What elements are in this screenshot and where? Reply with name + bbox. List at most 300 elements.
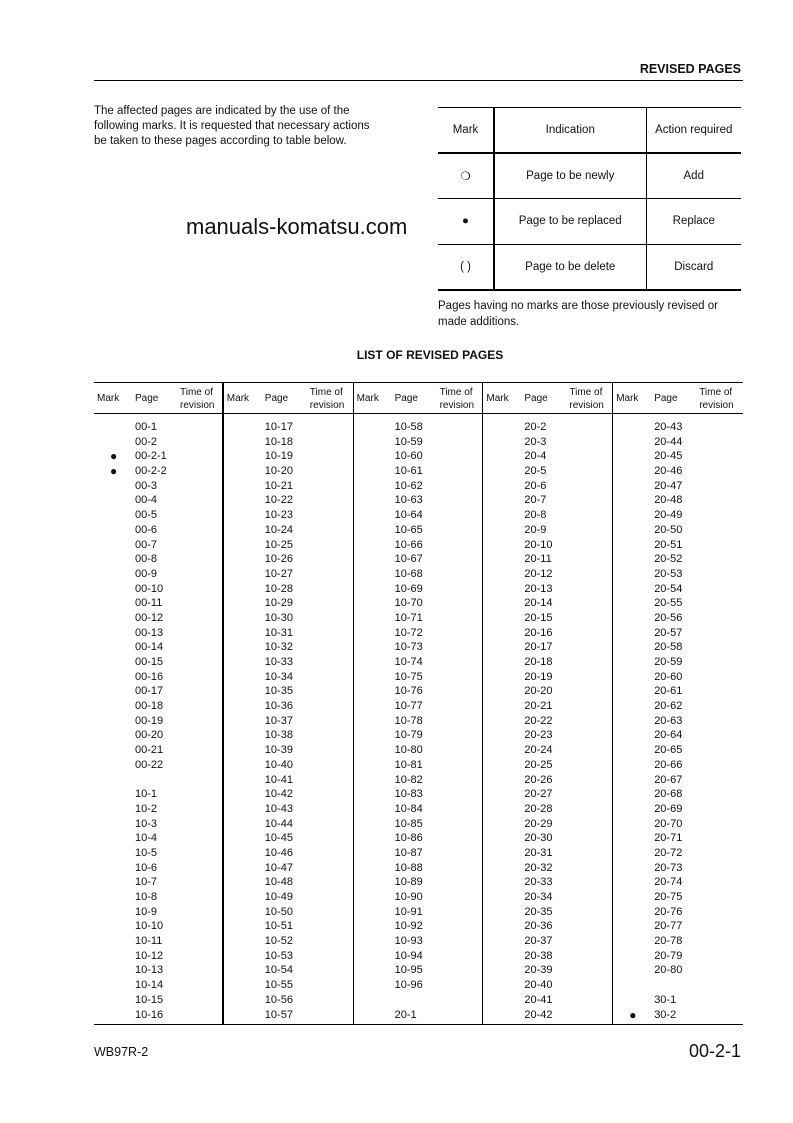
page-number: 10-52 xyxy=(264,935,293,948)
page-number: 10-84 xyxy=(394,802,423,815)
page-number: 00-2-2 xyxy=(135,465,167,478)
header-time-line1: Time of xyxy=(699,387,733,398)
page-number: 20-73 xyxy=(654,861,683,874)
table-row xyxy=(483,906,612,921)
list-column xyxy=(483,383,613,1024)
table-row xyxy=(354,832,483,847)
table-row xyxy=(354,729,483,744)
table-row xyxy=(483,671,612,686)
page-header-title: REVISED PAGES xyxy=(639,62,741,76)
page-number: 10-91 xyxy=(394,905,423,918)
table-row xyxy=(613,876,743,891)
table-row xyxy=(224,583,353,598)
page-number: 20-62 xyxy=(654,700,683,713)
table-row xyxy=(94,818,222,833)
page-number: 20-41 xyxy=(524,993,553,1006)
page-number: 20-22 xyxy=(524,714,553,727)
legend-action: Replace xyxy=(646,199,741,245)
page-number: 20-42 xyxy=(524,1008,553,1021)
legend-indication: Page to be delete xyxy=(494,244,646,290)
page-number: 10-85 xyxy=(394,817,423,830)
header-mark: Mark xyxy=(226,393,250,404)
page-number: 20-60 xyxy=(654,670,683,683)
table-row xyxy=(483,436,612,451)
page-number: 10-56 xyxy=(264,993,293,1006)
legend-action: Add xyxy=(646,153,741,199)
header-time-line2: revision xyxy=(699,400,734,411)
table-row xyxy=(354,494,483,509)
page-number: 00-13 xyxy=(135,626,164,639)
header-page: Page xyxy=(524,393,548,404)
intro-text: The affected pages are indicated by the use of the following marks. It is requested that necessary actions be taken to these pages according to table below. xyxy=(94,105,370,147)
legend-row-add xyxy=(438,153,741,199)
page-number: 20-29 xyxy=(524,817,553,830)
header-time-line1: Time of xyxy=(309,387,343,398)
page-number: 00-6 xyxy=(135,523,158,536)
page-number: 20-44 xyxy=(654,435,683,448)
page-number: 20-9 xyxy=(524,523,547,536)
table-row xyxy=(613,656,743,671)
table-row xyxy=(94,876,222,891)
page-number: 20-39 xyxy=(524,964,553,977)
table-row xyxy=(224,920,353,935)
page-number: 10-60 xyxy=(394,450,423,463)
page-number: 10-32 xyxy=(264,641,293,654)
page-number: 10-76 xyxy=(394,685,423,698)
table-row xyxy=(94,862,222,877)
page-number: 10-24 xyxy=(264,523,293,536)
page-number: 20-4 xyxy=(524,450,547,463)
table-row xyxy=(224,671,353,686)
filled-circle-mark-icon: ● xyxy=(629,1007,637,1022)
page-number: 20-67 xyxy=(654,773,683,786)
table-row xyxy=(483,612,612,627)
table-row xyxy=(354,935,483,950)
table-row xyxy=(224,539,353,554)
table-row xyxy=(354,480,483,495)
page-number: 00-14 xyxy=(135,641,164,654)
table-row xyxy=(613,715,743,730)
table-row xyxy=(483,891,612,906)
page-number: 10-28 xyxy=(264,582,293,595)
page-number: 20-78 xyxy=(654,935,683,948)
table-row xyxy=(483,994,612,1009)
page-number: 20-27 xyxy=(524,788,553,801)
table-row xyxy=(354,685,483,700)
page-number: 10-57 xyxy=(264,1008,293,1021)
page-number: 10-38 xyxy=(264,729,293,742)
page-number: 10-70 xyxy=(394,597,423,610)
page-number: 20-26 xyxy=(524,773,553,786)
table-row xyxy=(354,876,483,891)
list-column xyxy=(94,383,224,1024)
page-number: 10-92 xyxy=(394,920,423,933)
page-number: 10-18 xyxy=(264,435,293,448)
table-row xyxy=(94,612,222,627)
table-row xyxy=(483,685,612,700)
header-time-of-revision xyxy=(180,386,214,412)
page-number: 10-47 xyxy=(264,861,293,874)
table-row xyxy=(613,774,743,789)
table-row xyxy=(613,539,743,554)
table-row xyxy=(613,450,743,465)
table-row xyxy=(224,465,353,480)
table-row xyxy=(94,524,222,539)
table-row xyxy=(94,774,222,789)
table-row xyxy=(224,421,353,436)
page-number: 20-46 xyxy=(654,465,683,478)
table-row xyxy=(483,539,612,554)
table-row xyxy=(224,612,353,627)
page-number: 10-53 xyxy=(264,949,293,962)
legend-header-indication: Indication xyxy=(494,108,646,154)
page-number: 20-12 xyxy=(524,567,553,580)
table-row xyxy=(613,612,743,627)
table-row xyxy=(354,994,483,1009)
table-row xyxy=(483,465,612,480)
page-number: 10-78 xyxy=(394,714,423,727)
table-row xyxy=(354,774,483,789)
header-time-of-revision xyxy=(569,386,603,412)
page-number: 20-3 xyxy=(524,435,547,448)
page-number: 20-56 xyxy=(654,611,683,624)
page-number: 20-64 xyxy=(654,729,683,742)
table-row xyxy=(224,597,353,612)
page-number: 10-71 xyxy=(394,611,423,624)
page-number: 10-9 xyxy=(135,905,158,918)
table-row xyxy=(613,832,743,847)
page-number: 00-15 xyxy=(135,656,164,668)
page-number: 10-5 xyxy=(135,846,158,859)
table-row xyxy=(613,744,743,759)
page-number: 20-37 xyxy=(524,935,553,948)
legend-header-row xyxy=(438,108,741,154)
page-number: 20-63 xyxy=(654,714,683,727)
page-number: 10-11 xyxy=(135,935,163,948)
table-row xyxy=(483,803,612,818)
page-number: 00-2 xyxy=(135,435,158,448)
page-number: 20-74 xyxy=(654,876,683,889)
page-number: 10-7 xyxy=(135,876,158,889)
page-number: 10-80 xyxy=(394,744,423,757)
page-number: 20-5 xyxy=(524,465,547,478)
page-number: 20-30 xyxy=(524,832,553,845)
table-row xyxy=(94,788,222,803)
page-number: 10-21 xyxy=(264,479,293,492)
page-number: 20-33 xyxy=(524,876,553,889)
page-number: 00-21 xyxy=(135,744,164,757)
page-number: 20-32 xyxy=(524,861,553,874)
header-time-line1: Time of xyxy=(439,387,473,398)
page-number: 10-82 xyxy=(394,773,423,786)
page-number: 20-19 xyxy=(524,670,553,683)
page-number: 10-25 xyxy=(264,538,293,551)
page-number: 20-40 xyxy=(524,979,553,992)
page-number: 20-21 xyxy=(524,700,553,713)
table-row xyxy=(354,803,483,818)
table-row xyxy=(94,685,222,700)
table-row xyxy=(613,685,743,700)
table-row xyxy=(224,876,353,891)
page-number: 20-48 xyxy=(654,494,683,507)
table-row xyxy=(354,539,483,554)
table-row xyxy=(613,891,743,906)
table-row xyxy=(613,568,743,583)
page-number: 10-50 xyxy=(264,905,293,918)
page-number: 10-6 xyxy=(135,861,158,874)
legend-row-replace xyxy=(438,199,741,245)
page-number: 10-96 xyxy=(394,979,423,992)
page-number: 10-86 xyxy=(394,832,423,845)
page-number: 10-29 xyxy=(264,597,293,610)
table-row xyxy=(94,480,222,495)
filled-circle-mark-icon: ● xyxy=(110,464,118,479)
page-number: 10-59 xyxy=(394,435,423,448)
page-number: 00-12 xyxy=(135,611,164,624)
table-row xyxy=(483,950,612,965)
page-number: 10-1 xyxy=(135,788,158,801)
table-row xyxy=(224,436,353,451)
table-row xyxy=(613,788,743,803)
page-number: 00-1 xyxy=(135,421,158,433)
page-number: 10-45 xyxy=(264,832,293,845)
table-row xyxy=(224,964,353,979)
table-row xyxy=(94,964,222,979)
page-number: 20-11 xyxy=(524,553,552,566)
page-number: 10-75 xyxy=(394,670,423,683)
page-number: 20-55 xyxy=(654,597,683,610)
page-number: 00-20 xyxy=(135,729,164,742)
table-row xyxy=(613,729,743,744)
table-row xyxy=(94,568,222,583)
page-number: 10-14 xyxy=(135,979,164,992)
page-number: 20-1 xyxy=(394,1008,417,1021)
page-number: 10-66 xyxy=(394,538,423,551)
page-number: 00-11 xyxy=(135,597,163,610)
table-row xyxy=(224,935,353,950)
page-number: 20-52 xyxy=(654,553,683,566)
page-number: 00-18 xyxy=(135,700,164,713)
page-number: 20-77 xyxy=(654,920,683,933)
table-row xyxy=(613,509,743,524)
page-number: 10-33 xyxy=(264,656,293,668)
header-time-line1: Time of xyxy=(569,387,603,398)
table-row xyxy=(224,715,353,730)
table-row xyxy=(224,656,353,671)
page-number: 10-69 xyxy=(394,582,423,595)
table-row xyxy=(483,715,612,730)
table-row xyxy=(483,862,612,877)
table-row xyxy=(94,803,222,818)
page-number: 20-65 xyxy=(654,744,683,757)
table-row xyxy=(94,450,222,465)
page-number: 10-73 xyxy=(394,641,423,654)
page-number: 20-24 xyxy=(524,744,553,757)
page-number: 00-19 xyxy=(135,714,164,727)
page-number: 10-22 xyxy=(264,494,293,507)
column-header xyxy=(354,383,483,414)
table-row xyxy=(354,700,483,715)
table-row xyxy=(224,480,353,495)
page-number: 20-51 xyxy=(654,538,683,551)
table-row xyxy=(613,803,743,818)
page-number: 20-35 xyxy=(524,905,553,918)
table-row xyxy=(94,421,222,436)
table-row xyxy=(613,950,743,965)
page-number: 10-62 xyxy=(394,479,423,492)
page-number: 20-79 xyxy=(654,949,683,962)
table-row xyxy=(613,979,743,994)
page-number: 20-18 xyxy=(524,656,553,668)
table-row xyxy=(94,494,222,509)
table-row xyxy=(613,935,743,950)
table-row xyxy=(224,950,353,965)
table-row xyxy=(354,891,483,906)
legend-note: Pages having no marks are those previously revised or made additions. xyxy=(438,300,718,328)
table-row xyxy=(483,494,612,509)
table-row xyxy=(613,480,743,495)
legend-indication: Page to be replaced xyxy=(494,199,646,245)
table-row xyxy=(224,494,353,509)
page-number: 20-43 xyxy=(654,421,683,433)
table-row xyxy=(483,818,612,833)
page-number: 10-37 xyxy=(264,714,293,727)
page-number: 00-7 xyxy=(135,538,158,551)
table-row xyxy=(224,744,353,759)
table-row xyxy=(483,759,612,774)
table-row xyxy=(224,818,353,833)
table-row xyxy=(94,509,222,524)
table-row xyxy=(224,832,353,847)
watermark: manuals-komatsu.com xyxy=(186,214,408,239)
marks-legend-table xyxy=(438,107,741,291)
page-number: 00-8 xyxy=(135,553,158,566)
page-number: 10-63 xyxy=(394,494,423,507)
page-number: 10-88 xyxy=(394,861,423,874)
list-column xyxy=(354,383,484,1024)
table-row xyxy=(483,583,612,598)
table-row xyxy=(354,597,483,612)
table-row xyxy=(94,832,222,847)
table-row xyxy=(483,832,612,847)
page-number: 10-43 xyxy=(264,802,293,815)
table-row xyxy=(94,906,222,921)
page-number: 20-6 xyxy=(524,479,547,492)
table-row xyxy=(94,641,222,656)
table-row xyxy=(94,715,222,730)
page-number: 20-8 xyxy=(524,509,547,522)
page-number: 20-71 xyxy=(654,832,683,845)
table-row xyxy=(94,994,222,1009)
header-mark: Mark xyxy=(616,393,639,404)
page-number: 10-81 xyxy=(394,758,423,771)
table-row xyxy=(354,906,483,921)
table-row xyxy=(483,700,612,715)
page-number: 20-10 xyxy=(524,538,553,551)
table-row xyxy=(354,964,483,979)
page-number: 00-5 xyxy=(135,509,158,522)
page-number: 20-68 xyxy=(654,788,683,801)
page-number: 00-4 xyxy=(135,494,158,507)
table-row xyxy=(224,774,353,789)
page-number: 10-36 xyxy=(264,700,293,713)
table-row xyxy=(483,597,612,612)
page-number: 10-31 xyxy=(264,626,293,639)
header-time-of-revision xyxy=(699,386,733,412)
header-time-line2: revision xyxy=(439,400,475,411)
table-row xyxy=(483,964,612,979)
page-number: 10-65 xyxy=(394,523,423,536)
page-number: 10-23 xyxy=(264,509,293,522)
page-number: 20-69 xyxy=(654,802,683,815)
page-number: 20-20 xyxy=(524,685,553,698)
table-row xyxy=(224,627,353,642)
page-number: 20-66 xyxy=(654,758,683,771)
page-number: 10-68 xyxy=(394,567,423,580)
table-row xyxy=(354,950,483,965)
table-row xyxy=(613,524,743,539)
table-row xyxy=(94,935,222,950)
table-row xyxy=(483,788,612,803)
page-number: 20-14 xyxy=(524,597,553,610)
legend-action: Discard xyxy=(646,244,741,290)
column-header xyxy=(224,383,353,414)
table-row xyxy=(613,583,743,598)
page-number: 20-13 xyxy=(524,582,553,595)
table-row xyxy=(224,641,353,656)
table-row xyxy=(483,509,612,524)
page-number: 10-12 xyxy=(135,949,164,962)
table-row xyxy=(224,700,353,715)
table-row xyxy=(354,450,483,465)
table-row xyxy=(483,774,612,789)
table-row xyxy=(483,979,612,994)
page-number: 20-45 xyxy=(654,450,683,463)
page-number: 10-35 xyxy=(264,685,293,698)
page-number: 20-54 xyxy=(654,582,683,595)
table-row xyxy=(483,729,612,744)
page-number: 30-2 xyxy=(654,1008,677,1021)
page-number: 10-89 xyxy=(394,876,423,889)
page-number: 10-54 xyxy=(264,964,293,977)
table-row xyxy=(483,876,612,891)
table-row xyxy=(94,539,222,554)
header-time-line1: Time of xyxy=(180,387,213,398)
table-row xyxy=(613,627,743,642)
table-row xyxy=(483,450,612,465)
table-row xyxy=(354,920,483,935)
table-row xyxy=(483,1009,612,1024)
table-row xyxy=(483,847,612,862)
page-number: 10-55 xyxy=(264,979,293,992)
table-row xyxy=(94,891,222,906)
page-number: 10-93 xyxy=(394,935,423,948)
table-row xyxy=(94,979,222,994)
table-row xyxy=(354,524,483,539)
page-number: 20-59 xyxy=(654,656,683,668)
table-row xyxy=(94,847,222,862)
footer-model: WB97R-2 xyxy=(94,1045,149,1059)
page-number: 10-87 xyxy=(394,846,423,859)
header-mark: Mark xyxy=(486,393,509,404)
page-number: 10-20 xyxy=(264,465,293,478)
table-row xyxy=(483,421,612,436)
table-row xyxy=(224,994,353,1009)
page-number: 20-2 xyxy=(524,421,547,433)
table-row xyxy=(224,759,353,774)
table-row xyxy=(94,744,222,759)
page-number: 20-7 xyxy=(524,494,547,507)
